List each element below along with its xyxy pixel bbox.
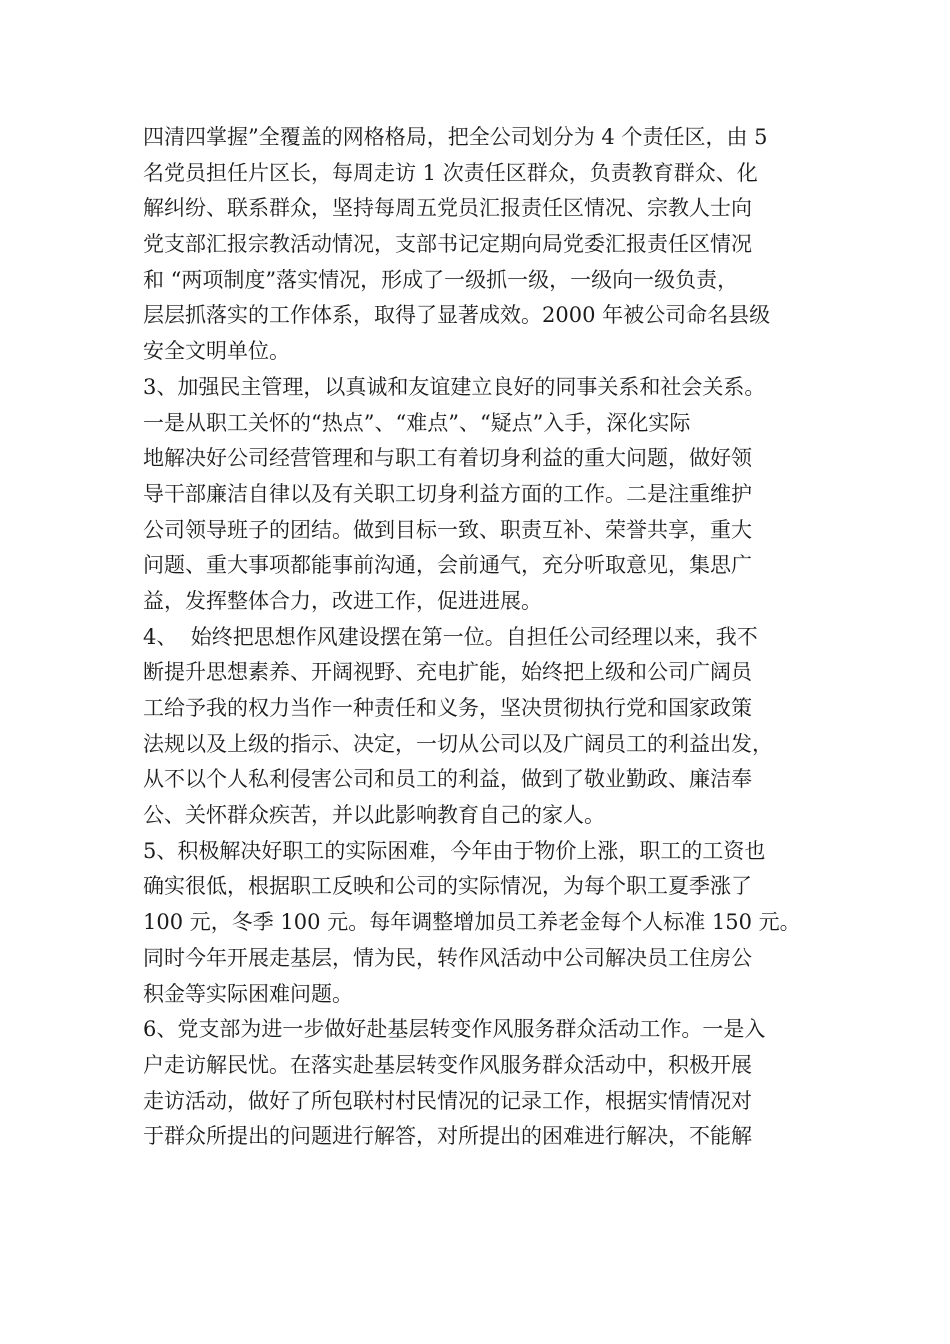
- document-body: [143, 120, 823, 1155]
- text-line: 四清四掌握”全覆盖的网格格局，把全公司划分为 4 个责任区，由 5: [143, 125, 768, 149]
- text-line: 5、积极解决好职工的实际困难，今年由于物价上涨，职工的工资也: [143, 838, 766, 863]
- text-line: 和 “两项制度”落实情况，形成了一级抓一级，一级向一级负责，: [143, 267, 739, 292]
- text-line: 确实很低，根据职工反映和公司的实际情况，为每个职工夏季涨了: [143, 874, 752, 899]
- text-line: 3、加强民主管理，以真诚和友谊建立良好的同事关系和社会关系。: [143, 374, 766, 399]
- text-line: 安全文明单位。: [143, 339, 290, 364]
- text-line: 于群众所提出的问题进行解答，对所提出的困难进行解决，不能解: [143, 1124, 752, 1149]
- text-line: 积金等实际困难问题。: [143, 981, 353, 1006]
- text-line: 党支部汇报宗教活动情况，支部书记定期向局党委汇报责任区情况: [143, 232, 752, 257]
- text-line: 地解决好公司经营管理和与职工有着切身利益的重大问题，做好领: [143, 446, 752, 471]
- text-line: 公、关怀群众疾苦，并以此影响教育自己的家人。: [143, 803, 605, 828]
- text-line: 100 元，冬季 100 元。每年调整增加员工养老金每个人标准 150 元。: [143, 910, 801, 935]
- text-line: 名党员担任片区长，每周走访 1 次责任区群众，负责教育群众、化: [143, 160, 758, 185]
- text-line: 走访活动，做好了所包联村村民情况的记录工作，根据实情情况对: [143, 1088, 752, 1113]
- text-line: 法规以及上级的指示、决定，一切从公司以及广阔员工的利益出发，: [143, 731, 773, 756]
- text-line: 同时今年开展走基层，情为民，转作风活动中公司解决员工住房公: [143, 945, 752, 970]
- text-line: 户走访解民忧。在落实赴基层转变作风服务群众活动中，积极开展: [143, 1052, 752, 1077]
- text-line: 从不以个人私利侵害公司和员工的利益，做到了敬业勤政、廉洁奉: [143, 767, 752, 792]
- text-line: 问题、重大事项都能事前沟通，会前通气，充分听取意见，集思广: [143, 553, 752, 578]
- text-line: 公司领导班子的团结。做到目标一致、职责互补、荣誉共享，重大: [143, 517, 752, 542]
- text-line: 6、党支部为进一步做好赴基层转变作风服务群众活动工作。一是入: [143, 1017, 766, 1042]
- text-line: 工给予我的权力当作一种责任和义务，坚决贯彻执行党和国家政策: [143, 696, 752, 720]
- text-line: 导干部廉洁自律以及有关职工切身利益方面的工作。二是注重维护: [143, 481, 752, 506]
- text-line: 解纠纷、联系群众，坚持每周五党员汇报责任区情况、宗教人士向: [143, 196, 752, 221]
- text-line: 4、 始终把思想作风建设摆在第一位。自担任公司经理以来，我不: [143, 624, 758, 649]
- text-line: 益，发挥整体合力，改进工作，促进进展。: [143, 588, 542, 613]
- text-line: 断提升思想素养、开阔视野、充电扩能，始终把上级和公司广阔员: [143, 660, 752, 685]
- text-line: 层层抓落实的工作体系，取得了显著成效。2000 年被公司命名县级: [143, 303, 771, 328]
- text-line: 一是从职工关怀的“热点”、“难点”、“疑点”入手，深化实际: [143, 410, 691, 435]
